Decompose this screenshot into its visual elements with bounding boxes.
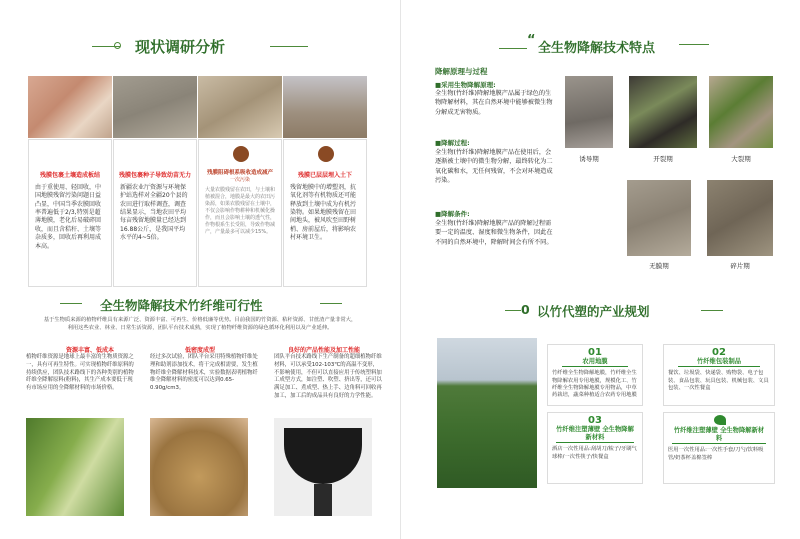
p3-body: 全生物(竹纤维)降解地膜产品的降解过程需要一定的温度、湿度和微生物条件，因此在不同的自然环境中，降解时间会有所不同。 [435, 220, 553, 246]
machine-stem [314, 484, 332, 516]
photo-machine [274, 418, 372, 516]
stage-label-5: 碎片期 [730, 262, 750, 270]
plan-prefix: 0 [521, 302, 530, 317]
col-2-body: 经过多次试验，团队平台采用特殊植物纤维处理和助剂添加技术，将干完成相需要，发生植物纤维全降解材料技术，实验数据表明植物纤维全降解材料的密度可以达到0.65-0.90g/cm3。 [150, 354, 258, 392]
plan-4-title: 竹纤维注塑薄壁 全生物降解新材料 [672, 427, 766, 444]
stage-photo-4 [627, 180, 691, 256]
card-1 [28, 139, 112, 287]
card-4-body: 残留地膜中的增塑剂，抗氧化剂等有机物质还可能释放到土壤中成为有机污染物。如果地膜残留在田间地头，被风吹至田野树梢、房前屋后，将影响农村环境卫生。 [290, 183, 357, 242]
plan-line-left [505, 310, 521, 311]
col-3-label: 良好的产品性能及加工性能 [287, 347, 360, 354]
card-1-body: 由于重使用、轻回收，中国地膜残留污染问题日益凸显，中国当季农膜回收率普遍低于2/3,特别是超薄地膜，老化后易破碎回收，而且含秸秆、土壤等杂质多，回收后再利用成本高。 [35, 183, 102, 250]
col-1-body: 植物纤维资源是地球上最丰富的生物质资源之一，具有可再生特性。可实现植物纤维原料的持续供应，团队技术路线下的各种类别的植物纤维全降解原料(粉料)，其生产成本要低于现有市场应用的全降解材料的市场价格。 [26, 354, 134, 392]
leaf-icon [114, 42, 121, 49]
plan-1-body: 竹纤维全生物降解地膜，竹纤维全生物降解农用专用地膜，规模化工、竹纤维全生物降解地膜专用物品，中草药栽培，蔬菜种植适合农药专用地膜 [552, 370, 637, 399]
card-3-sub: 一次污染 [229, 177, 250, 184]
p2-body: 全生物(竹纤维)降解地膜产品在使用后，会逐渐被土壤中的微生物分解，最终转化为二氧化碳和水，无任何残留，不会对环境造成污染。 [435, 149, 553, 184]
principle-heading: 降解原理与过程 [435, 67, 488, 76]
p1-head: ■采用生物降解原理: [435, 81, 496, 89]
stage-photo-3 [709, 76, 773, 148]
plan-2-title: 竹纤维包装制品 [678, 358, 760, 367]
photo-farmer [283, 76, 367, 138]
photo-hand-soil [28, 76, 112, 138]
plan-1-num: 01 [588, 347, 602, 358]
photo-seedling [113, 76, 197, 138]
page-title: 现状调研分析 [135, 38, 226, 56]
card-3-title: 残膜阻碍根系吸收造成减产 [206, 170, 273, 176]
card-4 [283, 139, 367, 287]
plan-box-1 [547, 344, 643, 406]
title-line-right [270, 46, 308, 47]
machine-hopper [284, 428, 362, 484]
plan-3-title: 竹纤维注塑薄壁 全生物降解新材料 [556, 426, 634, 443]
section2-line-right [320, 303, 342, 304]
plan-line-right [701, 310, 723, 311]
plan-3-num: 03 [588, 415, 602, 426]
plan-4-body: 医用一次性用品:一次性手套/刀勺/饮料吸管/奶茶杯盖棉签棒 [668, 447, 764, 461]
plan-1-title: 农用地膜 [562, 358, 628, 367]
seed-icon [318, 146, 334, 162]
photo-bamboo [26, 418, 124, 516]
col-2-label: 低密度成型 [184, 347, 215, 354]
stage-label-1: 诱导期 [579, 155, 599, 163]
stage-label-4: 无膜期 [649, 262, 669, 270]
stage-photo-2 [629, 76, 697, 148]
p1-body: 全生物(竹纤维)降解地膜产品属于绿色的生物降解材料，其在自然环境中能够被微生物分解成无害物质。 [435, 90, 553, 116]
card-3-body: 大量农膜残留在农田，与土壤和植被混合，地膜是最大的农田污染源，如果农膜残留在土壤中，不仅会影响作物耕种和机械化操作，而且会影响土壤的透气性，作物根系生长受阻，导致作物减产，产量最多可以减少15%。 [205, 186, 276, 235]
quote-mark: “ [527, 33, 536, 48]
photo-field-film [198, 76, 282, 138]
leaf-icon [714, 415, 726, 425]
card-2-body: 新疆农业厅资源与环境保护站选样对全疆20个县的农田进行取样调查，调查结果显示，当地农田平均每亩残留地膜量已经达到16.88公斤，是我国平均水平的4~5倍。 [120, 183, 188, 242]
card-1-title: 残膜包裹土壤造成板结 [39, 172, 100, 179]
right-page [400, 0, 800, 539]
p2-head: ■降解过程: [435, 139, 470, 147]
plan-2-num: 02 [712, 347, 726, 358]
col-3-body: 团队平台技术路线下生产制备的超细植物纤维材料，可以承受102-103℃的高温不变形，不影响使用，不但可以直接应用于传统塑料加工成型方式，如注塑、吹塑、挤出等，还可以满足加工、煮成型、热上手、边角料可回收再加工，加工后的成品具有良好的力学性能。 [274, 354, 382, 400]
card-2-title: 残膜包裹种子导致幼苗无力 [118, 172, 191, 179]
stage-label-2: 开裂期 [653, 155, 673, 163]
plant-icon [233, 146, 249, 162]
section2-line-left [60, 303, 82, 304]
card-4-title: 残膜已层层埋入土下 [297, 172, 352, 179]
plan-box-2 [663, 344, 775, 406]
plan-3-body: 酒店一次性用品:刮胡刀/梳子/牙刷气球棒/一次性筷子/快餐盒 [552, 446, 637, 460]
r-title-line-right [679, 44, 709, 45]
stage-photo-5 [707, 180, 773, 256]
section2-title: 全生物降解技术竹纤维可行性 [100, 298, 263, 313]
plan-box-4 [663, 412, 775, 484]
photo-pellets [150, 418, 248, 516]
r-title-line-left [499, 48, 527, 49]
stage-label-3: 大裂期 [731, 155, 751, 163]
right-title: 全生物降解技术特点 [538, 41, 656, 56]
section2-intro: 基于生物质来源的植物纤维具有来源广泛、资源丰富、可再生、价格低廉等优势。目前我国的竹资源、秸秆资源、甘蔗渣产量非常大，利用这些农业、林业、日常生活资源，团队平台技术成熟，实现了植物纤维资源的绿色循环化利用以及产业延伸。 [43, 317, 357, 331]
stage-photo-1 [565, 76, 613, 148]
card-3 [198, 139, 282, 287]
plan-2-body: 餐饮、垃圾袋、快递袋、购物袋、电子包装、食品包装、玩具包装、机械包装、文具包装、一次性餐盒 [668, 370, 769, 391]
col-1-label: 资源丰富、低成本 [65, 347, 114, 354]
photo-crop-field [437, 338, 537, 488]
p3-head: ■降解条件: [435, 210, 470, 218]
card-2 [113, 139, 197, 287]
plan-title: 以竹代塑的产业规划 [537, 304, 650, 319]
plan-box-3 [547, 412, 643, 484]
